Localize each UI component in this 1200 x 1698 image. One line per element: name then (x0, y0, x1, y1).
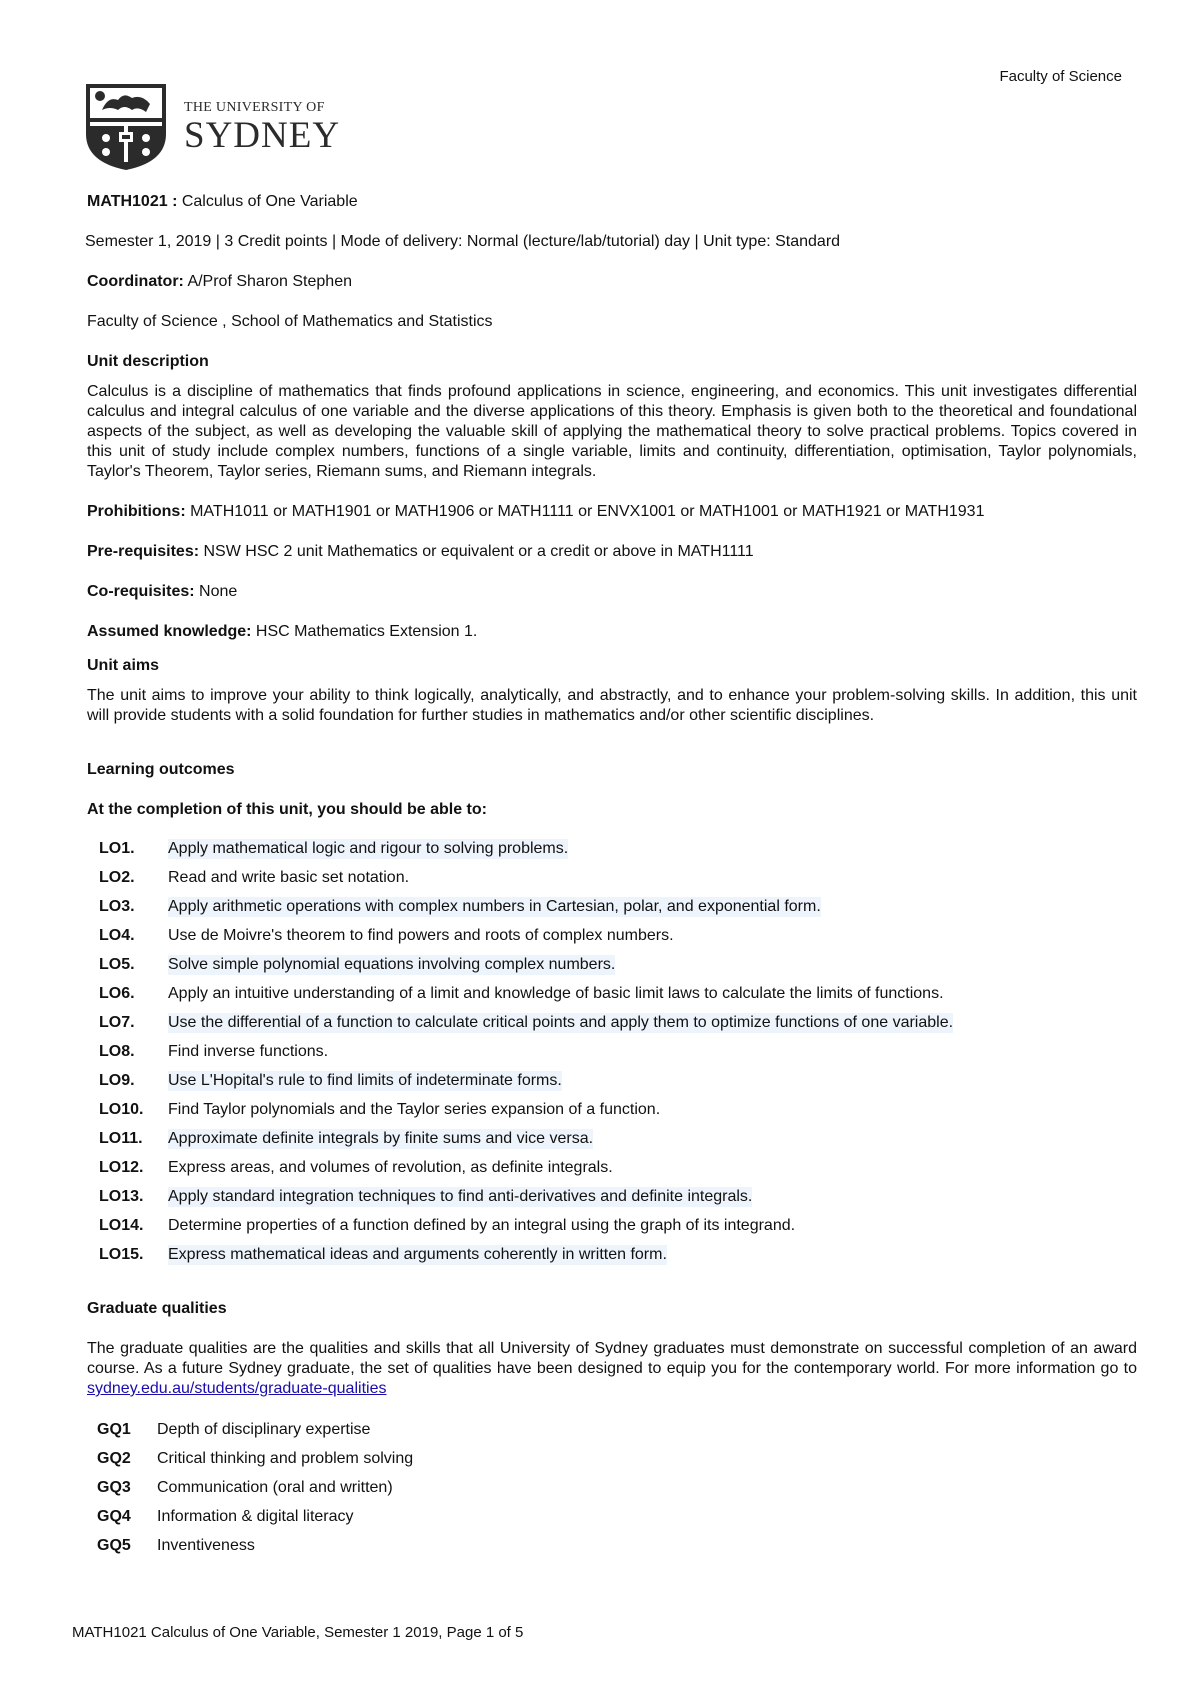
list-item: LO4. Use de Moivre's theorem to find powers and roots of complex numbers. (99, 926, 674, 944)
graduate-qualities-list (97, 1415, 1137, 1560)
prohibitions: Prohibitions: MATH1011 or MATH1901 or MATH1906 or MATH1111 or ENVX1001 or MATH1001 or MATH1921 or MATH1931 (87, 503, 985, 520)
list-item: GQ5 Inventiveness (97, 1536, 255, 1554)
list-item: GQ2 Critical thinking and problem solving (97, 1449, 414, 1467)
learning-outcomes-list (99, 834, 1137, 1269)
university-logo (84, 82, 340, 172)
list-item: LO14. Determine properties of a function defined by an integral using the graph of its integrand. (99, 1216, 796, 1234)
document-body (87, 192, 1137, 1560)
graduate-qualities-link[interactable]: sydney.edu.au/students/graduate-qualities (87, 1380, 387, 1397)
list-item: LO6. Apply an intuitive understanding of a limit and knowledge of basic limit laws to calculate the limits of functions. (99, 984, 944, 1002)
list-item: LO9. Use L'Hopital's rule to find limits of indeterminate forms. (99, 1071, 562, 1089)
list-item: LO5. Solve simple polynomial equations involving complex numbers. (99, 955, 616, 973)
page-footer: MATH1021 Calculus of One Variable, Semester 1 2019, Page 1 of 5 (72, 1624, 524, 1641)
list-item: LO15. Express mathematical ideas and arguments coherently in written form. (99, 1245, 667, 1263)
unit-aims-heading: Unit aims (87, 657, 160, 674)
list-item: LO11. Approximate definite integrals by finite sums and vice versa. (99, 1129, 594, 1147)
list-item: GQ1 Depth of disciplinary expertise (97, 1420, 371, 1438)
list-item: LO8. Find inverse functions. (99, 1042, 329, 1060)
unit-description-heading: Unit description (87, 353, 209, 370)
list-item: LO3. Apply arithmetic operations with complex numbers in Cartesian, polar, and exponential form. (99, 897, 821, 915)
learning-outcomes-intro: At the completion of this unit, you should be able to: (87, 801, 487, 818)
list-item: LO13. Apply standard integration techniques to find anti-derivatives and definite integrals. (99, 1187, 753, 1205)
coordinator: Coordinator: A/Prof Sharon Stephen (87, 273, 352, 290)
graduate-qualities-heading: Graduate qualities (87, 1300, 227, 1317)
graduate-qualities-text: The graduate qualities are the qualities and skills that all University of Sydney graduates must demonstrate on successful completion of an award course. As a future Sydney graduate, the set of qualities have been designed to equip you for the contemporary world. For more information go to sydney.edu.au/students/graduate-qualities (87, 1340, 1137, 1397)
assumed-knowledge: Assumed knowledge: HSC Mathematics Extension 1. (87, 623, 478, 640)
list-item: LO2. Read and write basic set notation. (99, 868, 410, 886)
list-item: LO1. Apply mathematical logic and rigour to solving problems. (99, 839, 569, 857)
learning-outcomes-heading: Learning outcomes (87, 761, 235, 778)
faculty-header: Faculty of Science (999, 68, 1122, 85)
list-item: GQ3 Communication (oral and written) (97, 1478, 393, 1496)
unit-title: MATH1021 : Calculus of One Variable (87, 193, 358, 210)
prerequisites: Pre-requisites: NSW HSC 2 unit Mathematics or equivalent or a credit or above in MATH1111 (87, 543, 754, 560)
list-item: GQ4 Information & digital literacy (97, 1507, 354, 1525)
unit-meta: Semester 1, 2019 | 3 Credit points | Mode of delivery: Normal (lecture/lab/tutorial) day | Unit type: Standard (85, 233, 841, 250)
unit-aims-text: The unit aims to improve your ability to think logically, analytically, and abstractly, and to enhance your problem-solving skills. In addition, this unit will provide students with a solid foundation for further studies in mathematics and/or other scientific disciplines. (87, 687, 1137, 724)
list-item: LO7. Use the differential of a function to calculate critical points and apply them to optimize functions of one variable. (99, 1013, 954, 1031)
corequisites: Co-requisites: None (87, 583, 238, 600)
list-item: LO12. Express areas, and volumes of revolution, as definite integrals. (99, 1158, 613, 1176)
university-crest-icon (84, 82, 168, 172)
list-item: LO10. Find Taylor polynomials and the Taylor series expansion of a function. (99, 1100, 661, 1118)
school: Faculty of Science , School of Mathematics and Statistics (87, 313, 493, 330)
logo-line-1: THE UNIVERSITY OF (184, 99, 325, 115)
logo-line-2: SYDNEY (184, 114, 341, 156)
unit-description-text: Calculus is a discipline of mathematics that finds profound applications in science, engineering, and economics. This unit investigates differential calculus and integral calculus of one variable and the diverse applications of this theory. Emphasis is given both to the theoretical and foundational aspects of the subject, as well as developing the valuable skill of applying the mathematical theory to solve practical problems. Topics covered in this unit of study include complex numbers, functions of a single variable, limits and continuity, differentiation, optimisation, Taylor polynomials, Taylor's Theorem, Taylor series, Riemann sums, and Riemann integrals. (87, 383, 1137, 480)
